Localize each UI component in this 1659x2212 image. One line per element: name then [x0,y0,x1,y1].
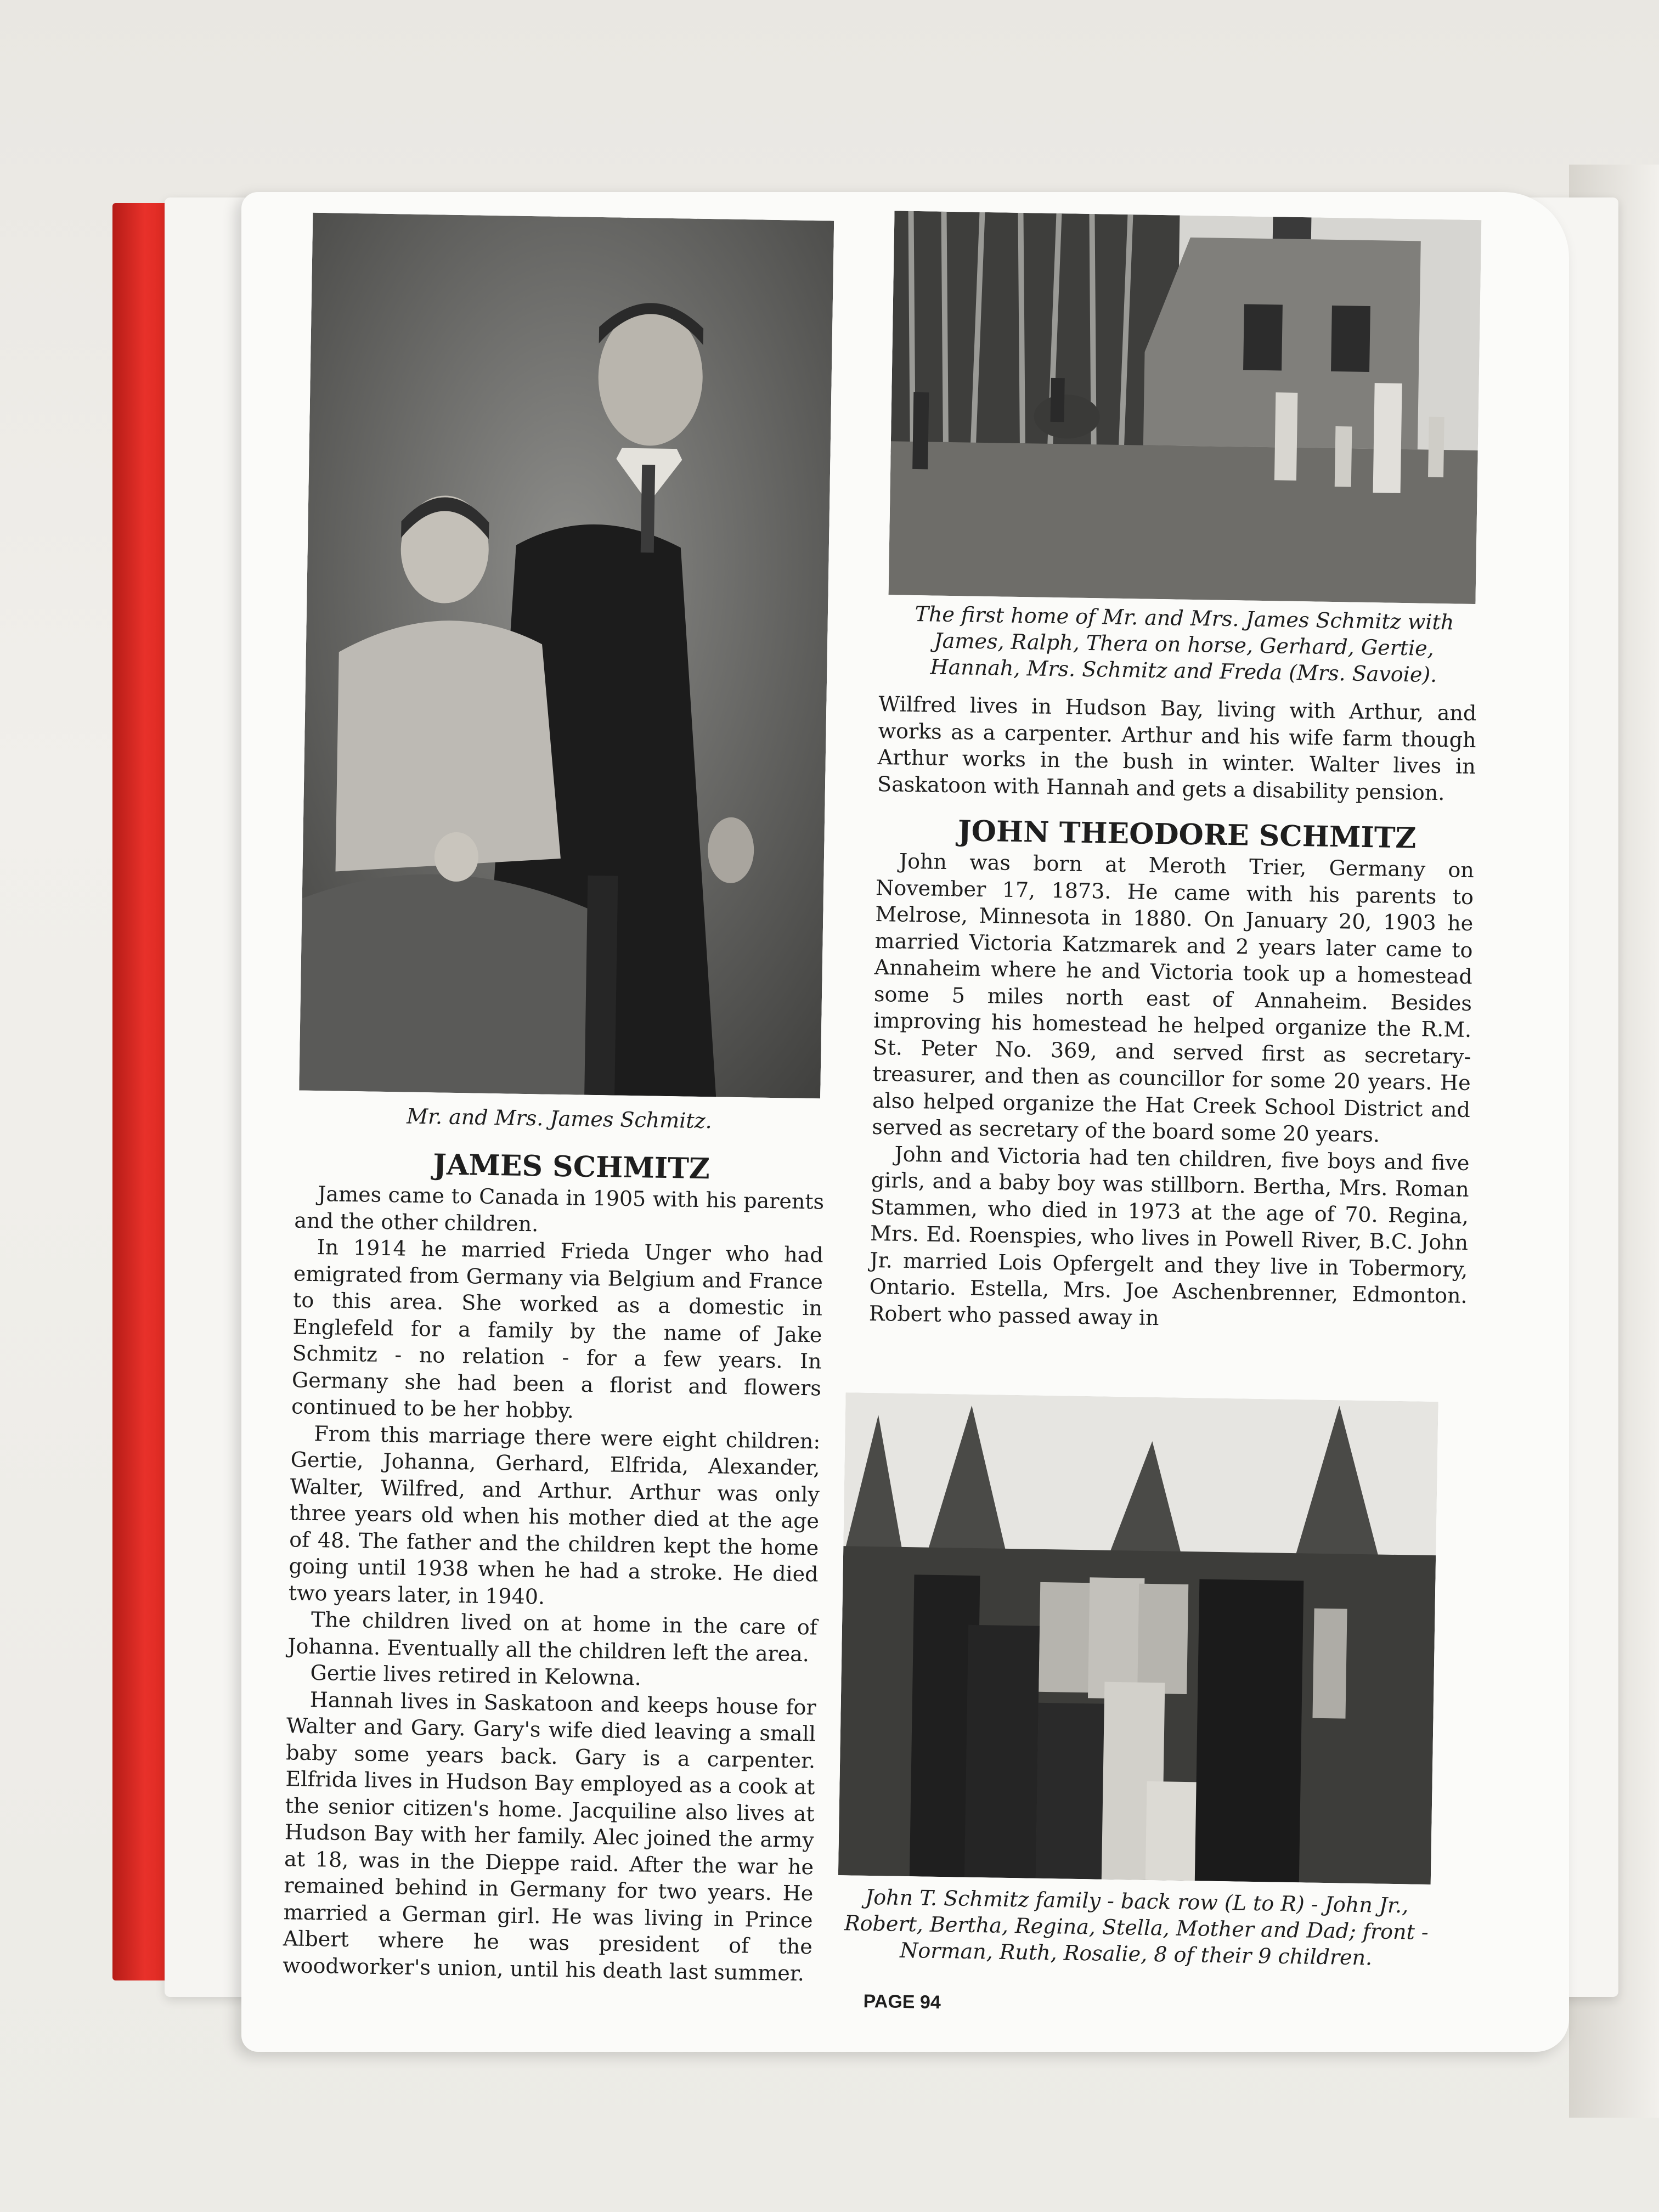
left-paragraph: From this marriage there were eight children: Gertie, Johanna, Gerhard, Elfrida, Alexander, Walter, Wilfred, and Arthur. Arthur was only three years old when his mother died at the age of 48. The father and the children kept the home going until 1938 when he had a stroke. He died two years later, in 1940. [288,1421,821,1609]
left-column [283,1145,825,1987]
portrait-photo [299,213,834,1099]
right-paragraph: John was born at Meroth Trier, Germany on November 17, 1873. He came with his parents to Melrose, Minnesota in 1880. On January 20, 1903 he married Victoria Katzmarek and 2 years later came to Annaheim where he and Victoria took up a homestead some 5 miles north east of Annaheim. Besides improving his homestead he helped organize the R.M. St. Peter No. 369, and served first as secretary-treasurer, and then as councillor for some 20 years. He also helped organize the Hat Creek School District and served as secretary of the board some 20 years. [871,849,1475,1147]
left-paragraph: Gertie lives retired in Kelowna. [310,1660,642,1690]
portrait-caption: Mr. and Mrs. James Schmitz. [406,1104,713,1133]
page-content [271,188,1550,2017]
page-number: PAGE 94 [863,1990,941,2013]
family-photo [838,1392,1438,1884]
right-intro-paragraph: Wilfred lives in Hudson Bay, living with Arthur, and works as a carpenter. Arthur and his wife farm though Arthur works in the bush in winter. Walter lives in Saskatoon with Hannah and gets a disability pension. [877,691,1477,805]
right-paragraph: John and Victoria had ten children, five boys and five girls, and a baby boy was stillborn. Bertha, Mrs. Roman Stammen, who died in 1973 at the age of 70. Regina, Mrs. Ed. Roenspies, who lives in Powell River, B.C. John Jr. married Lois Opfergelt and they live in Tobermory, Ontario. Estella, Mrs. Joe Aschenbrenner, Edmonton. Robert who passed away in [868,1142,1470,1330]
john-theodore-schmitz-heading: JOHN THEODORE SCHMITZ [957,814,1417,855]
house-caption: The first home of Mr. and Mrs. James Schmitz with James, Ralph, Thera on horse, Gerhard, Gertie, Hannah, Mrs. Schmitz and Freda (Mrs. Savoie). [915,602,1454,687]
left-paragraph: The children lived on at home in the care of Johanna. Eventually all the children left the area. [287,1607,818,1666]
house-photo [889,211,1482,604]
left-paragraph: In 1914 he married Frieda Unger who had emigrated from Germany via Belgium and France to this area. She worked as a domestic in Englefeld for a family by the name of Jake Schmitz - no relation - for a few years. In Germany she had been a florist and flowers continued to be her hobby. [291,1235,823,1423]
left-paragraph: James came to Canada in 1905 with his parents and the other children. [294,1182,825,1236]
family-caption: John T. Schmitz family - back row (L to R) - John Jr., Robert, Bertha, Regina, Stella, Mother and Dad; front - Norman, Ruth, Rosalie, 8 of their 9 children. [844,1884,1429,1970]
james-schmitz-heading: JAMES SCHMITZ [432,1148,710,1186]
right-column [869,691,1477,1336]
left-paragraph: Hannah lives in Saskatoon and keeps house for Walter and Gary. Gary's wife died leaving a small baby some years back. Gary is a carpenter. Elfrida lives in Hudson Bay employed as a cook at the senior citizen's home. Jacquiline also lives at Hudson Bay with her family. Alec joined the army at 18, was in the Dieppe raid. After the war he remained behind in Germany for two years. He married a German girl. He was living in Prince Albert where he was president of the woodworker's union, until his death last summer. [282,1687,817,1985]
